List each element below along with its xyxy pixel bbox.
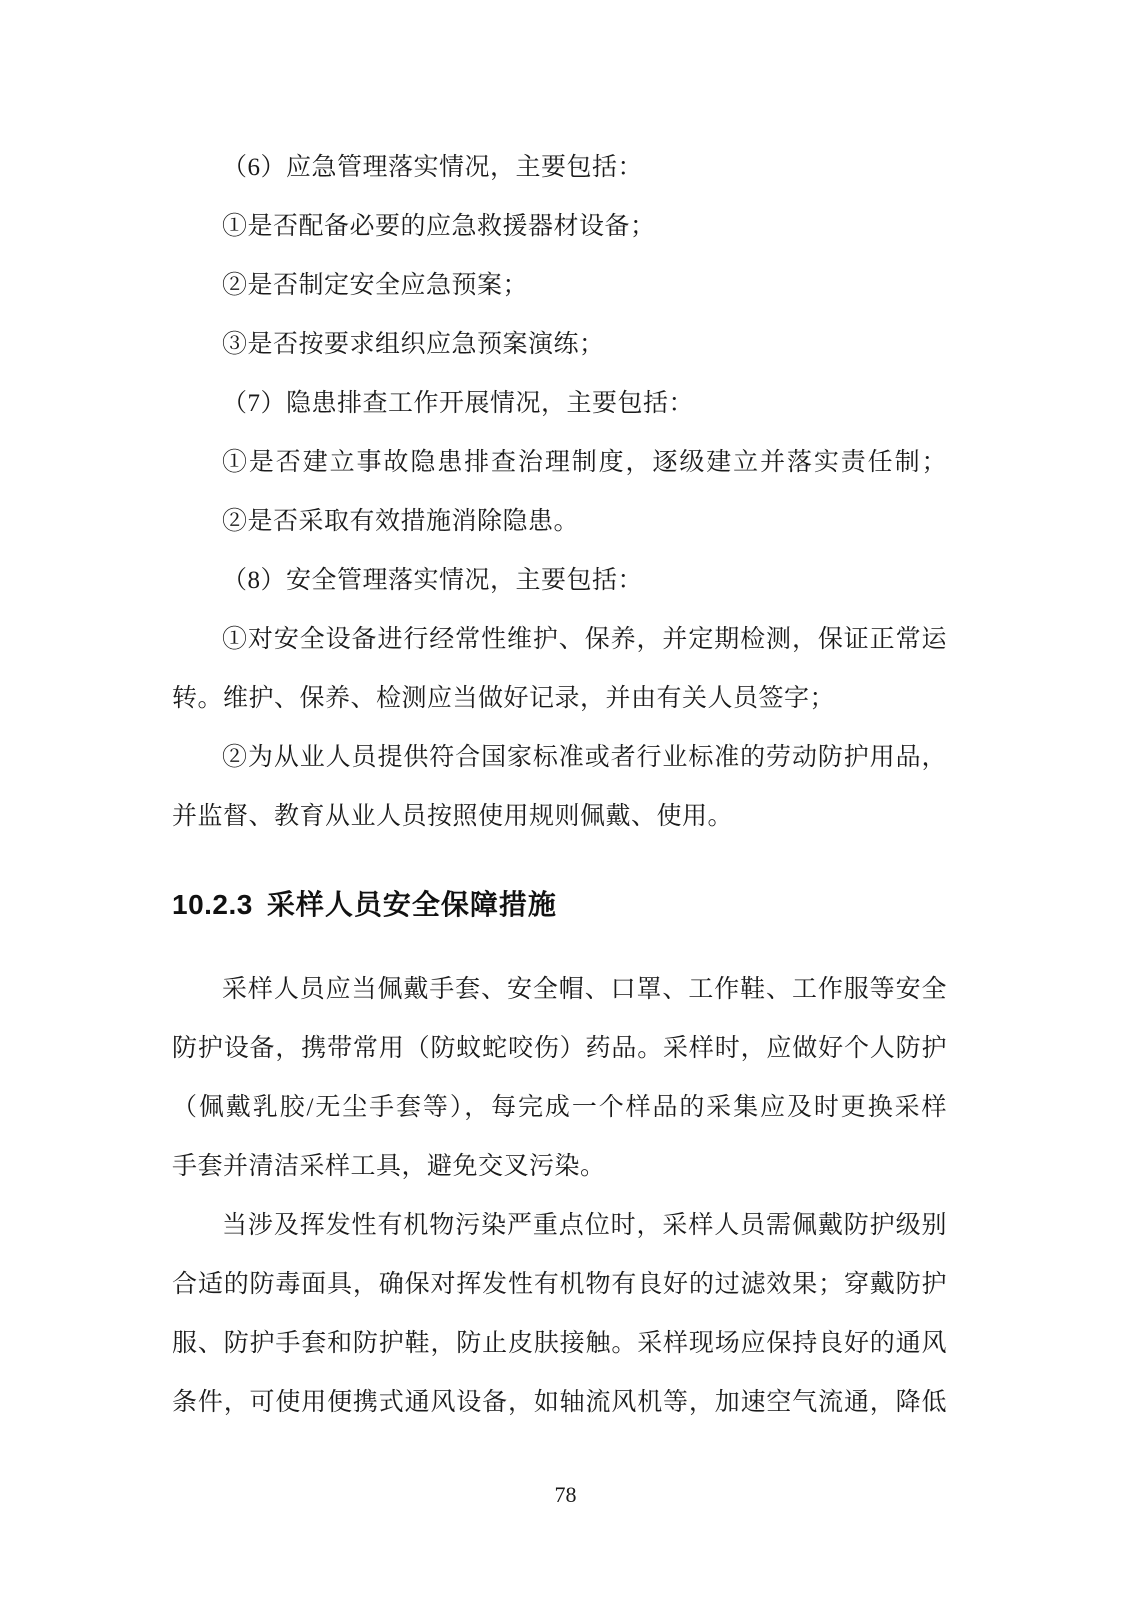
text-line: 转。维护、保养、检测应当做好记录，并由有关人员签字；: [172, 685, 836, 712]
text-line: 条件，可使用便携式通风设备，如轴流风机等，加速空气流通，降低: [172, 1389, 947, 1416]
text-line: （8）安全管理落实情况，主要包括：: [222, 567, 644, 594]
section-heading: [172, 875, 947, 934]
text-line: （佩戴乳胶/无尘手套等），每完成一个样品的采集应及时更换采样: [172, 1094, 947, 1121]
page-number: 78: [554, 1482, 577, 1507]
text-line: ①是否配备必要的应急救援器材设备；: [222, 213, 656, 240]
text-line: （7）隐患排查工作开展情况，主要包括：: [222, 390, 695, 417]
text-block: [172, 138, 947, 1432]
text-line: 服、防护手套和防护鞋，防止皮肤接触。采样现场应保持良好的通风: [172, 1330, 947, 1357]
section-title: 采样人员安全保障措施: [266, 889, 557, 920]
text-line: 手套并清洁采样工具，避免交叉污染。: [172, 1153, 606, 1180]
section-number: 10.2.3: [172, 889, 253, 920]
text-line: （6）应急管理落实情况，主要包括：: [222, 154, 644, 181]
text-line: ②是否制定安全应急预案；: [222, 272, 529, 299]
text-line: 并监督、教育从业人员按照使用规则佩戴、使用。: [172, 803, 734, 830]
text-line: ③是否按要求组织应急预案演练；: [222, 331, 605, 358]
text-line: ①是否建立事故隐患排查治理制度，逐级建立并落实责任制；: [222, 449, 947, 476]
text-line: 当涉及挥发性有机物污染严重点位时，采样人员需佩戴防护级别: [222, 1212, 947, 1239]
text-line: ②是否采取有效措施消除隐患。: [222, 508, 580, 535]
text-line: ②为从业人员提供符合国家标准或者行业标准的劳动防护用品，: [222, 744, 947, 771]
text-line: 防护设备，携带常用（防蚊蛇咬伤）药品。采样时，应做好个人防护: [172, 1035, 947, 1062]
text-line: 采样人员应当佩戴手套、安全帽、口罩、工作鞋、工作服等安全: [222, 976, 947, 1003]
text-line: 合适的防毒面具，确保对挥发性有机物有良好的过滤效果；穿戴防护: [172, 1271, 947, 1298]
text-line: ①对安全设备进行经常性维护、保养，并定期检测，保证正常运: [222, 626, 947, 653]
